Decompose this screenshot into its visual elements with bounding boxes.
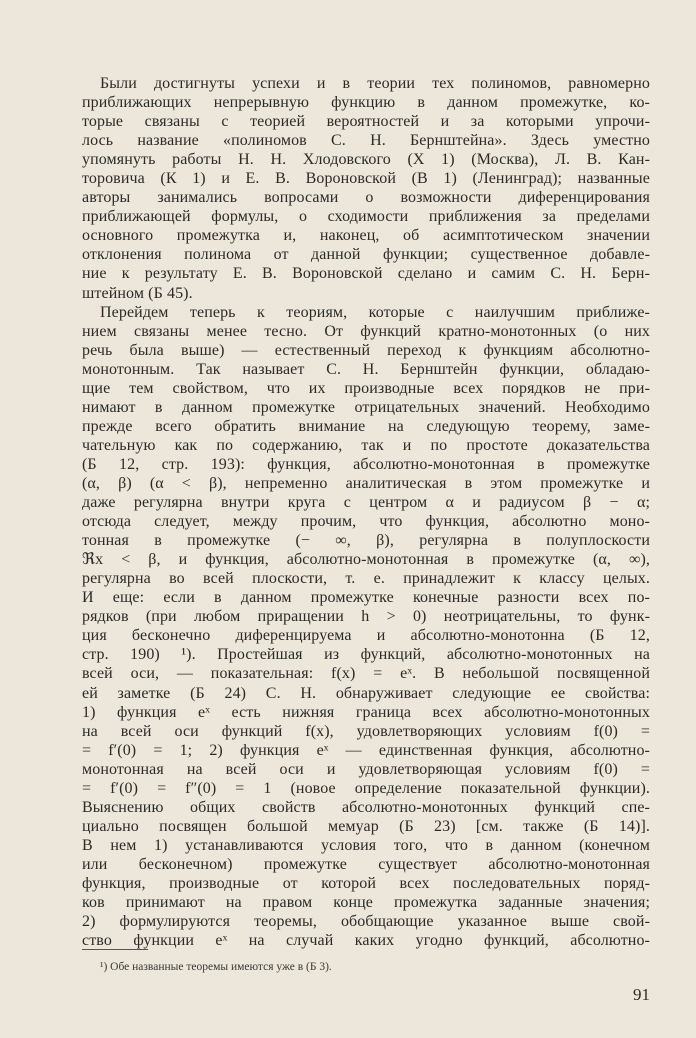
text-line: тонная в промежутке (− ∞, β), регулярна в полуплоскости <box>82 532 650 550</box>
text-line: функция, производные от которой всех последовательных поряд- <box>82 874 650 892</box>
text-line: Перейдем теперь к теориям, которые с наилучшим приближе- <box>100 303 650 321</box>
text-line: циально посвящен большой мемуар (Б 23) [см. также (Б 14)]. <box>82 817 650 835</box>
text-line: И еще: если в данном промежутке конечные разности всех по- <box>82 589 650 607</box>
text-line: нимают в данном промежутке отрицательных значений. Необходимо <box>82 398 650 416</box>
text-line: ство функции eˣ на случай каких угодно функций, абсолютно- <box>82 932 650 950</box>
text-line: (α, β) (α < β), непременно аналитическая в этом промежутке и <box>82 474 650 492</box>
text-line: щие тем свойством, что их производные всех порядков не при- <box>82 379 650 397</box>
text-line: рядков (при любом приращении h > 0) неотрицательны, то функ- <box>82 608 650 626</box>
text-line: торовича (К 1) и Е. В. Вороновской (В 1) (Ленинград); названные <box>82 170 650 188</box>
text-line: чательную как по содержанию, так и по простоте доказательства <box>82 436 650 454</box>
text-line: = f′(0) = f″(0) = 1 (новое определение показательной функции). <box>82 779 650 797</box>
text-line: нием связаны менее тесно. От функций кратно-монотонных (о них <box>82 322 650 340</box>
text-line: прежде всего обратить внимание на следующую теорему, заме- <box>82 417 650 435</box>
text-line: = f′(0) = 1; 2) функция eˣ — единственная функция, абсолютно- <box>82 741 650 759</box>
text-line: отклонения полинома от данной функции; существенное добавле- <box>82 246 650 264</box>
paragraph <box>82 74 650 303</box>
text-line: ков принимают на правом конце промежутка заданные значения; <box>82 894 650 912</box>
text-line: даже регулярна внутри круга с центром α и радиусом β − α; <box>82 494 650 512</box>
page-number: 91 <box>633 985 650 1004</box>
footnote: ¹) Обе названные теоремы имеются уже в (Б 3). <box>100 961 332 973</box>
text-line: упомянуть работы Н. Н. Хлодовского (Х 1) (Москва), Л. В. Кан- <box>82 151 650 169</box>
text-line: лось название «полиномов С. Н. Бернштейна». Здесь уместно <box>82 132 650 150</box>
text-line: монотонная на всей оси и удовлетворяющая условиям f(0) = <box>82 760 650 778</box>
text-line: торые связаны с теорией вероятностей и за которыми упрочи- <box>82 113 650 131</box>
text-line: стр. 190) ¹). Простейшая из функций, абсолютно-монотонных на <box>82 646 650 664</box>
text-line: отсюда следует, между прочим, что функция, абсолютно моно- <box>82 513 650 531</box>
text-line: Выяснению общих свойств абсолютно-монотонных функций спе- <box>82 798 650 816</box>
text-line: на всей оси функций f(x), удовлетворяющих условиям f(0) = <box>82 722 650 740</box>
footnote-divider <box>82 949 148 950</box>
text-line: штейном (Б 45). <box>82 284 193 302</box>
text-line: авторы занимались вопросами о возможности диференцирования <box>82 189 650 207</box>
text-line: ние к результату Е. В. Вороновской сделано и самим С. Н. Берн- <box>82 265 650 283</box>
text-line: регулярна во всей плоскости, т. е. принадлежит к классу целых. <box>82 570 650 588</box>
text-line: ция бесконечно диференцируема и абсолютно-монотонна (Б 12, <box>82 627 650 645</box>
text-line: монотонным. Так называет С. Н. Бернштейн функции, обладаю- <box>82 360 650 378</box>
text-line: 1) функция eˣ есть нижняя граница всех абсолютно-монотонных <box>82 703 650 721</box>
text-line: 2) формулируются теоремы, обобщающие указанное выше свой- <box>82 913 650 931</box>
text-line: основного промежутка и, наконец, об асимптотическом значении <box>82 227 650 245</box>
text-line: речь была выше) — естественный переход к функциям абсолютно- <box>82 341 650 359</box>
body-text <box>82 74 650 950</box>
text-line: Были достигнуты успехи и в теории тех полиномов, равномерно <box>100 75 650 92</box>
text-line: или бесконечном) промежутке существует абсолютно-монотонная <box>82 855 650 873</box>
text-line: приближающих непрерывную функцию в данном промежутке, ко- <box>82 94 650 112</box>
text-line: ей заметке (Б 24) С. Н. обнаруживает следующие ее свойства: <box>82 684 650 702</box>
text-line: (Б 12, стр. 193): функция, абсолютно-монотонная в промежутке <box>82 455 650 473</box>
text-line: приближающей формулы, о сходимости приближения за пределами <box>82 208 650 226</box>
paragraph <box>82 303 650 951</box>
text-line: В нем 1) устанавливаются условия того, что в данном (конечном <box>82 836 650 854</box>
text-line: ℜx < β, и функция, абсолютно-монотонная в промежутке (α, ∞), <box>82 551 650 569</box>
text-line: всей оси, — показательная: f(x) = eˣ. В небольшой посвященной <box>82 665 650 683</box>
